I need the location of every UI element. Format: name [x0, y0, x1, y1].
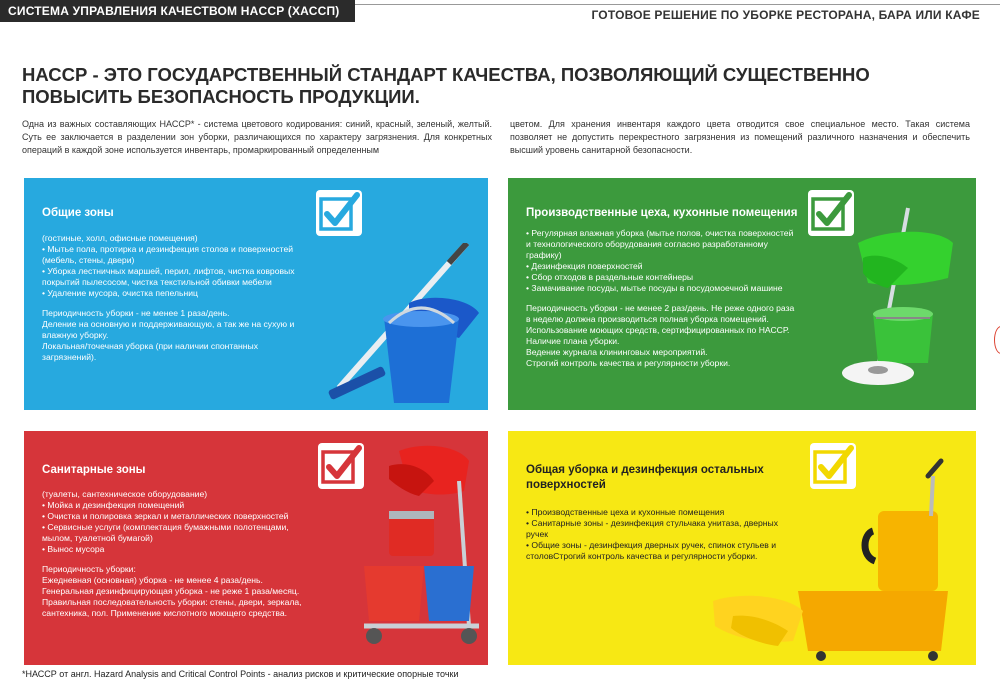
panel-line: • Производственные цеха и кухонные помещения: [526, 507, 725, 517]
panel-line: • Сбор отходов в раздельные контейнеры: [526, 272, 694, 282]
panel-title: Общая уборка и дезинфекция остальных поверхностей: [526, 464, 764, 491]
footnote: *НАССР от англ. Hazard Analysis and Critical Control Points - анализ рисков и критические опорные точки: [22, 669, 459, 679]
panel-line: Правильная последовательность уборки: стены, двери, зеркала, сантехника, пол. Применение кислотного моющего средства.: [42, 597, 302, 618]
panel-line: • Замачивание посуды, мытье посуды в посудомоечной машине: [526, 283, 783, 293]
panel-line: Локальная/точечная уборка (при наличии спонтанных загрязнений).: [42, 341, 258, 362]
panel-general-zones: [24, 178, 488, 410]
panel-text: [42, 233, 304, 363]
panel-line: • Дезинфекция поверхностей: [526, 261, 643, 271]
panel-text: [526, 228, 796, 369]
panel-line: Ведение журнала клининговых мероприятий.: [526, 347, 708, 357]
panel-production-areas: [508, 178, 976, 410]
intro-column-2: цветом. Для хранения инвентаря каждого цвета отводится свое специальное место. Такая система позволяет не допустить перекрестного загрязнения из помещений различного назначения и обеспечить высший уровень санитарной безопасности.: [510, 119, 970, 155]
panel-line: • Очистка и полировка зеркал и металлических поверхностей: [42, 511, 289, 521]
panel-line: Генеральная дезинфицирующая уборка - не реже 1 раза/месяц.: [42, 586, 300, 596]
panel-line: • Мойка и дезинфекция помещений: [42, 500, 185, 510]
panel-line: Ежедневная (основная) уборка - не менее 4 раза/день.: [42, 575, 263, 585]
panel-line: • Сервисные услуги (комплектация бумажными полотенцами, мылом, туалетной бумагой): [42, 522, 289, 543]
panel-line: Деление на основную и поддерживающую, а так же на сухую и влажную уборку.: [42, 319, 295, 340]
panel-general-disinfection: [508, 431, 976, 665]
panel-title: Общие зоны: [42, 207, 114, 219]
yellow-trolley-illustration: [703, 456, 973, 661]
panel-line: Использование моющих средств, сертифицированных по НАССР.: [526, 325, 790, 335]
cleaning-trolley-illustration: [329, 441, 488, 661]
edge-marker: [994, 326, 1000, 354]
top-bar: [0, 0, 1000, 22]
panel-line: Периодичность уборки:: [42, 564, 136, 574]
section-tag: СИСТЕМА УПРАВЛЕНИЯ КАЧЕСТВОМ HACCP (ХАССП): [0, 0, 355, 22]
panel-line: • Уборка лестничных маршей, перил, лифтов, чистка ковровых покрытий пылесосом, чистка текстильной обивки мебели: [42, 266, 295, 287]
panel-sanitary-zones: [24, 431, 488, 665]
page-title-line-1: НАССР - ЭТО ГОСУДАРСТВЕННЫЙ СТАНДАРТ КАЧЕСТВА, ПОЗВОЛЯЮЩИЙ СУЩЕСТВЕННО: [22, 64, 870, 85]
panel-title: Санитарные зоны: [42, 464, 146, 476]
page-subtitle: ГОТОВОЕ РЕШЕНИЕ ПО УБОРКЕ РЕСТОРАНА, БАРА ИЛИ КАФЕ: [591, 8, 980, 22]
panel-line: (туалеты, сантехническое оборудование): [42, 489, 208, 499]
panel-title: Производственные цеха, кухонные помещения: [526, 207, 798, 219]
mop-and-bucket-illustration: [309, 243, 484, 408]
panel-line: • Вынос мусора: [42, 544, 105, 554]
checkmark-icon: [316, 190, 362, 236]
intro-column-1: Одна из важных составляющих НАССР* - система цветового кодирования: синий, красный, зеленый, желтый. Суть ее заключается в разделении зон уборки, различающихся по характеру загрязнения. Для конкретных операций в каждой зоне используется инвентарь, промаркированный определенным: [22, 119, 492, 155]
panel-line: • Санитарные зоны - дезинфекция стульчака унитаза, дверных ручек: [526, 518, 779, 539]
header-divider: [355, 4, 1000, 5]
panel-line: (гостиные, холл, офисные помещения): [42, 233, 198, 243]
page-title-line-2: ПОВЫСИТЬ БЕЗОПАСНОСТЬ ПРОДУКЦИИ.: [22, 86, 420, 107]
panel-line: Периодичность уборки - не менее 1 раза/день.: [42, 308, 230, 318]
page-title: [22, 64, 922, 108]
panel-line: • Мытье пола, протирка и дезинфекция столов и поверхностей (мебель, стены, двери): [42, 244, 294, 265]
panel-line: Периодичность уборки - не менее 2 раз/день. Не реже одного раза в неделю должна производиться полная уборка помещений.: [526, 303, 795, 324]
panel-line: Строгий контроль качества и регулярности уборки.: [526, 358, 731, 368]
spin-mop-illustration: [818, 198, 968, 403]
panel-line: • Регулярная влажная уборка (мытье полов, очистка поверхностей и технологического оборудования согласно разработанному графику): [526, 228, 794, 260]
panel-line: • Удаление мусора, очистка пепельниц: [42, 288, 198, 298]
panel-text: [42, 489, 304, 619]
panel-line: • Общие зоны - дезинфекция дверных ручек, спинок стульев и столовСтрогий контроль качества и регулярности уборки.: [526, 540, 776, 561]
panel-line: Наличие плана уборки.: [526, 336, 620, 346]
